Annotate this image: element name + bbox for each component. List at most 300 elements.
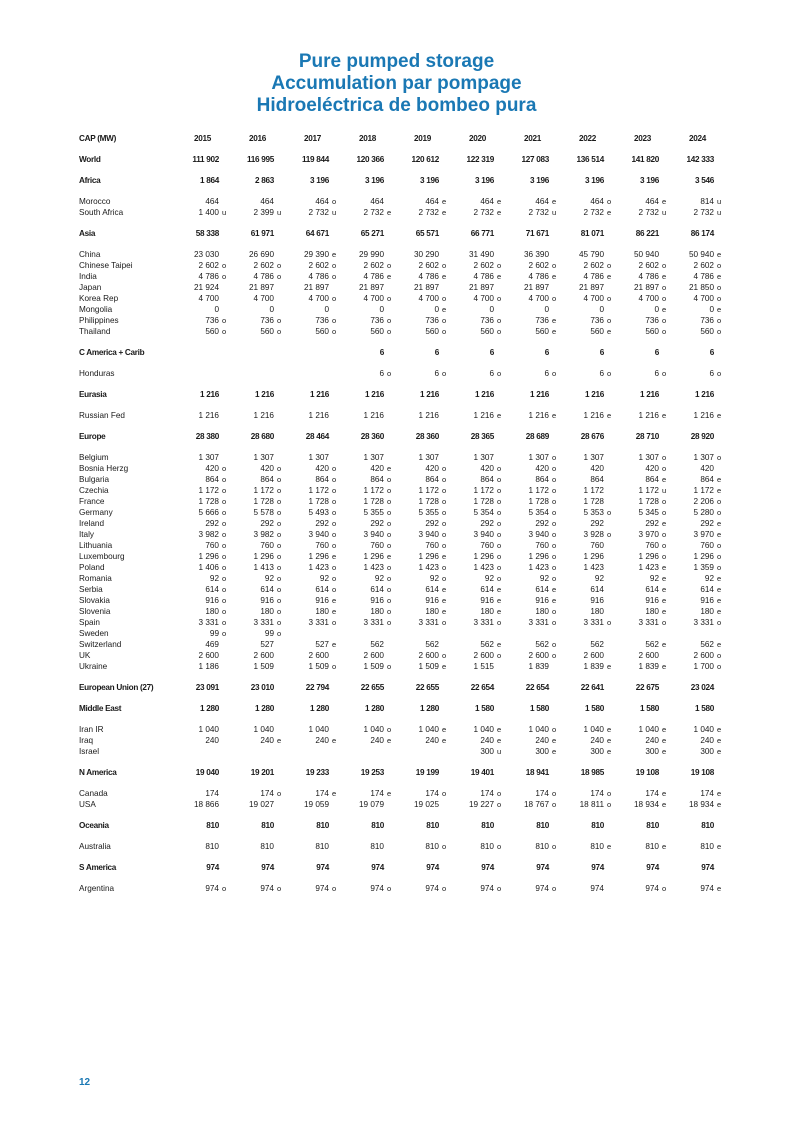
value-cell xyxy=(615,540,670,551)
value-cell xyxy=(450,703,505,714)
cell-value: 1 296 xyxy=(363,552,384,561)
cell-flag: e xyxy=(387,272,392,281)
value-cell xyxy=(340,196,395,207)
cell-flag: o xyxy=(497,508,502,517)
cell-flag: o xyxy=(277,327,282,336)
cell-flag: o xyxy=(387,563,392,572)
country-row xyxy=(79,841,725,852)
value-cell xyxy=(560,628,615,639)
country-row xyxy=(79,573,725,584)
cell-flag: o xyxy=(662,327,667,336)
cell-flag: o xyxy=(442,475,447,484)
cell-value: 464 xyxy=(315,197,329,206)
cell-value: 916 xyxy=(370,596,384,605)
value-cell xyxy=(230,551,285,562)
value-cell xyxy=(505,883,560,894)
row-label: Philippines xyxy=(79,316,119,325)
cell-flag xyxy=(329,282,340,293)
cell-value: 810 xyxy=(480,842,494,851)
cell-flag: o xyxy=(552,497,557,506)
value-cell xyxy=(340,368,395,379)
value-cell xyxy=(230,260,285,271)
value-cell xyxy=(175,228,230,239)
cell-value: 19 233 xyxy=(305,768,329,777)
country-row xyxy=(79,496,725,507)
cell-flag: o xyxy=(497,842,502,851)
cell-flag: o xyxy=(607,261,612,270)
value-cell xyxy=(615,228,670,239)
cell-flag xyxy=(274,196,285,207)
cell-flag xyxy=(439,628,450,639)
cell-value: 174 xyxy=(315,789,329,798)
value-cell xyxy=(560,389,615,400)
cell-value: 527 xyxy=(315,640,329,649)
value-cell xyxy=(395,485,450,496)
value-cell xyxy=(615,628,670,639)
value-cell xyxy=(670,562,725,573)
cell-flag: o xyxy=(332,316,337,325)
cell-value: 92 xyxy=(209,574,219,583)
cell-flag: o xyxy=(497,294,502,303)
cell-value: 3 196 xyxy=(310,176,329,185)
cell-value: 1 040 xyxy=(198,725,219,734)
cell-flag: o xyxy=(552,800,557,809)
cell-value: 810 xyxy=(206,821,219,830)
cell-value: 1 839 xyxy=(638,662,659,671)
cell-value: 974 xyxy=(426,863,439,872)
value-cell xyxy=(615,799,670,810)
value-cell xyxy=(175,529,230,540)
value-cell xyxy=(505,463,560,474)
cell-flag: o xyxy=(497,884,502,893)
value-cell xyxy=(670,463,725,474)
cell-flag: o xyxy=(222,618,227,627)
value-cell xyxy=(285,207,340,218)
value-cell xyxy=(615,661,670,672)
cell-value: 810 xyxy=(260,842,274,851)
value-cell xyxy=(615,595,670,606)
cell-value: 180 xyxy=(480,607,494,616)
cell-flag: e xyxy=(552,272,557,281)
value-cell xyxy=(615,175,670,186)
cell-value: 2 732 xyxy=(418,208,439,217)
value-cell xyxy=(340,573,395,584)
cell-flag: o xyxy=(607,800,612,809)
cell-flag: e xyxy=(607,725,612,734)
cell-value: 120 366 xyxy=(356,155,384,164)
cell-flag: e xyxy=(387,552,392,561)
cell-flag: u xyxy=(497,747,502,756)
cell-flag: o xyxy=(222,464,227,473)
header-year: 2021 xyxy=(523,134,541,143)
cell-value: 5 354 xyxy=(473,508,494,517)
value-cell xyxy=(340,410,395,421)
value-cell xyxy=(175,315,230,326)
cell-flag xyxy=(494,249,505,260)
value-cell xyxy=(175,452,230,463)
cell-value: 28 360 xyxy=(415,432,439,441)
value-cell xyxy=(285,862,340,873)
cell-value: 864 xyxy=(205,475,219,484)
value-cell xyxy=(560,841,615,852)
cell-value: 300 xyxy=(480,747,494,756)
cell-flag: e xyxy=(497,197,502,206)
value-cell xyxy=(340,551,395,562)
value-cell xyxy=(285,606,340,617)
cell-value: 174 xyxy=(700,789,714,798)
cell-flag: o xyxy=(222,541,227,550)
cell-value: 974 xyxy=(700,884,714,893)
value-cell xyxy=(505,767,560,778)
value-cell xyxy=(505,639,560,650)
cell-value: 464 xyxy=(645,197,659,206)
cell-value: 92 xyxy=(319,574,329,583)
value-cell xyxy=(505,529,560,540)
cell-value: 92 xyxy=(594,574,604,583)
cell-flag xyxy=(604,485,615,496)
value-cell xyxy=(285,682,340,693)
value-cell xyxy=(560,154,615,165)
cell-value: 420 xyxy=(315,464,329,473)
value-cell xyxy=(285,485,340,496)
cell-value: 2 600 xyxy=(253,651,274,660)
cell-value: 23 091 xyxy=(195,683,219,692)
cell-value: 2 602 xyxy=(198,261,219,270)
value-cell xyxy=(285,551,340,562)
cell-value: 810 xyxy=(425,842,439,851)
value-cell xyxy=(175,282,230,293)
cell-value: 420 xyxy=(700,464,714,473)
cell-flag xyxy=(274,650,285,661)
value-cell xyxy=(615,788,670,799)
cell-value: 6 xyxy=(489,348,494,357)
cell-value: 180 xyxy=(370,607,384,616)
value-cell xyxy=(285,841,340,852)
cell-value: 1 307 xyxy=(363,453,384,462)
cell-value: 119 844 xyxy=(301,155,329,164)
cell-flag: o xyxy=(607,618,612,627)
cell-flag: o xyxy=(442,651,447,660)
cell-value: 810 xyxy=(205,842,219,851)
cell-flag: o xyxy=(277,464,282,473)
cell-flag: o xyxy=(332,508,337,517)
cell-value: 64 671 xyxy=(305,229,329,238)
row-label: S America xyxy=(79,863,117,872)
cell-flag xyxy=(274,639,285,650)
cell-flag: e xyxy=(497,596,502,605)
cell-flag: e xyxy=(717,607,722,616)
value-cell xyxy=(395,293,450,304)
country-row xyxy=(79,562,725,573)
cell-flag xyxy=(604,639,615,650)
row-label: Oceania xyxy=(79,821,109,830)
value-cell xyxy=(340,496,395,507)
value-cell xyxy=(340,682,395,693)
cell-value: 1 216 xyxy=(253,411,274,420)
value-cell xyxy=(230,735,285,746)
cell-value: 0 xyxy=(434,305,439,314)
cell-flag: o xyxy=(442,327,447,336)
value-cell xyxy=(395,562,450,573)
cell-value: 1 307 xyxy=(638,453,659,462)
cell-flag: o xyxy=(497,327,502,336)
cell-flag: o xyxy=(552,884,557,893)
value-cell xyxy=(670,703,725,714)
cell-value: 614 xyxy=(535,585,549,594)
cell-value: 916 xyxy=(645,596,659,605)
cell-value: 28 920 xyxy=(690,432,714,441)
cell-value: 810 xyxy=(315,842,329,851)
cell-value: 292 xyxy=(590,519,604,528)
cell-value: 1 864 xyxy=(200,176,219,185)
cell-value: 6 xyxy=(599,348,604,357)
value-cell xyxy=(670,485,725,496)
cell-value: 21 897 xyxy=(633,283,659,292)
cell-value: 1 040 xyxy=(638,725,659,734)
cell-value: 974 xyxy=(646,863,659,872)
row-label: Lithuania xyxy=(79,541,113,550)
cell-value: 18 941 xyxy=(525,768,549,777)
value-cell xyxy=(615,562,670,573)
cell-value: 974 xyxy=(370,884,384,893)
cell-flag: o xyxy=(277,607,282,616)
cell-flag: o xyxy=(222,596,227,605)
value-cell xyxy=(175,767,230,778)
cell-flag xyxy=(274,368,285,379)
cell-flag: e xyxy=(717,800,722,809)
cell-flag: e xyxy=(442,305,447,314)
value-cell xyxy=(340,799,395,810)
value-cell xyxy=(560,606,615,617)
cell-value: 174 xyxy=(590,789,604,798)
cell-value: 562 xyxy=(645,640,659,649)
cell-value: 5 353 xyxy=(583,508,604,517)
country-row xyxy=(79,661,725,672)
value-cell xyxy=(560,175,615,186)
value-cell xyxy=(450,650,505,661)
cell-value: 736 xyxy=(260,316,274,325)
cell-flag: o xyxy=(552,519,557,528)
cell-flag: e xyxy=(662,563,667,572)
cell-value: 3 940 xyxy=(363,530,384,539)
cell-value: 81 071 xyxy=(580,229,604,238)
value-cell xyxy=(175,562,230,573)
cell-flag xyxy=(219,196,230,207)
cell-value: 120 612 xyxy=(411,155,439,164)
cell-flag: e xyxy=(607,747,612,756)
cell-value: 1 413 xyxy=(253,563,274,572)
value-cell xyxy=(560,862,615,873)
value-cell xyxy=(670,540,725,551)
value-cell xyxy=(505,606,560,617)
cell-flag: e xyxy=(717,585,722,594)
cell-value: 1 172 xyxy=(418,486,439,495)
cell-flag xyxy=(604,883,615,894)
cell-flag: o xyxy=(552,789,557,798)
value-cell xyxy=(670,293,725,304)
cell-flag xyxy=(659,628,670,639)
row-label: USA xyxy=(79,800,96,809)
cell-flag: o xyxy=(662,552,667,561)
row-label: Thailand xyxy=(79,327,111,336)
cell-flag: o xyxy=(387,530,392,539)
cell-value: 4 700 xyxy=(583,294,604,303)
cell-value: 1 423 xyxy=(528,563,549,572)
cell-flag: e xyxy=(387,208,392,217)
value-cell xyxy=(340,746,395,757)
cell-flag: o xyxy=(387,618,392,627)
value-cell xyxy=(340,431,395,442)
value-cell xyxy=(175,431,230,442)
cell-value: 1 307 xyxy=(528,453,549,462)
cell-flag xyxy=(604,584,615,595)
cell-value: 180 xyxy=(590,607,604,616)
value-cell xyxy=(175,540,230,551)
value-cell xyxy=(560,518,615,529)
cell-flag: e xyxy=(497,607,502,616)
cell-value: 3 196 xyxy=(420,176,439,185)
cell-flag: o xyxy=(387,574,392,583)
cell-flag xyxy=(439,410,450,421)
value-cell xyxy=(450,584,505,595)
value-cell xyxy=(670,452,725,463)
value-cell xyxy=(175,474,230,485)
value-cell xyxy=(175,788,230,799)
cell-value: 916 xyxy=(425,596,439,605)
cell-flag: e xyxy=(662,574,667,583)
country-row xyxy=(79,529,725,540)
cell-value: 1 839 xyxy=(583,662,604,671)
cell-flag: e xyxy=(332,736,337,745)
cell-flag: e xyxy=(717,519,722,528)
cell-flag: o xyxy=(442,508,447,517)
value-cell xyxy=(230,496,285,507)
row-label: Slovakia xyxy=(79,596,110,605)
row-label: Romania xyxy=(79,574,112,583)
cell-value: 136 514 xyxy=(576,155,604,164)
value-cell xyxy=(450,368,505,379)
cell-flag: o xyxy=(717,327,722,336)
cell-value: 1 839 xyxy=(528,662,549,671)
value-cell xyxy=(670,260,725,271)
cell-value: 810 xyxy=(536,821,549,830)
country-row xyxy=(79,249,725,260)
cell-value: 1 423 xyxy=(418,563,439,572)
country-row xyxy=(79,304,725,315)
cell-flag: e xyxy=(607,662,612,671)
country-row xyxy=(79,584,725,595)
value-cell xyxy=(230,452,285,463)
value-cell xyxy=(395,883,450,894)
cell-value: 174 xyxy=(535,789,549,798)
cell-flag: o xyxy=(552,508,557,517)
cell-value: 3 928 xyxy=(583,530,604,539)
value-cell xyxy=(615,767,670,778)
cell-flag xyxy=(219,650,230,661)
row-label: Bosnia Herzg xyxy=(79,464,129,473)
cell-value: 6 xyxy=(379,348,384,357)
cell-flag xyxy=(329,368,340,379)
value-cell xyxy=(450,389,505,400)
value-cell xyxy=(670,496,725,507)
cell-flag: o xyxy=(717,316,722,325)
cell-value: 1 040 xyxy=(693,725,714,734)
cell-flag: o xyxy=(277,574,282,583)
country-row xyxy=(79,452,725,463)
row-label: Australia xyxy=(79,842,111,851)
cell-flag: e xyxy=(442,272,447,281)
cell-value: 562 xyxy=(590,640,604,649)
cell-flag: u xyxy=(222,208,227,217)
value-cell xyxy=(230,154,285,165)
cell-flag: o xyxy=(717,541,722,550)
cell-flag: o xyxy=(442,369,447,378)
cell-flag xyxy=(384,650,395,661)
value-cell xyxy=(230,207,285,218)
value-cell xyxy=(285,746,340,757)
cell-flag xyxy=(219,452,230,463)
header-year: 2016 xyxy=(248,134,266,143)
cell-flag: o xyxy=(717,552,722,561)
cell-flag: e xyxy=(717,789,722,798)
cell-flag: e xyxy=(717,272,722,281)
cell-flag xyxy=(604,628,615,639)
value-cell xyxy=(395,573,450,584)
cell-value: 111 902 xyxy=(192,155,219,164)
cell-value: 292 xyxy=(425,519,439,528)
cell-value: 21 924 xyxy=(193,283,219,292)
cell-flag: e xyxy=(662,596,667,605)
cell-flag: o xyxy=(662,464,667,473)
header-year: 2015 xyxy=(193,134,211,143)
capacity-table xyxy=(79,133,725,894)
cell-value: 1 216 xyxy=(583,411,604,420)
value-cell xyxy=(230,650,285,661)
region-total-row xyxy=(79,767,725,778)
value-cell xyxy=(670,207,725,218)
cell-flag: e xyxy=(607,736,612,745)
value-cell xyxy=(285,326,340,337)
cell-flag xyxy=(219,293,230,304)
value-cell xyxy=(505,207,560,218)
cell-value: 3 940 xyxy=(418,530,439,539)
cell-flag xyxy=(494,628,505,639)
value-cell xyxy=(230,788,285,799)
value-cell xyxy=(340,463,395,474)
cell-flag: o xyxy=(717,369,722,378)
country-row xyxy=(79,196,725,207)
value-cell xyxy=(615,883,670,894)
value-cell xyxy=(670,595,725,606)
value-cell xyxy=(450,862,505,873)
cell-flag: o xyxy=(222,486,227,495)
cell-flag: o xyxy=(332,530,337,539)
value-cell xyxy=(615,746,670,757)
row-label: Israel xyxy=(79,747,100,756)
value-cell xyxy=(615,452,670,463)
value-cell xyxy=(615,573,670,584)
value-cell xyxy=(560,788,615,799)
value-cell xyxy=(285,389,340,400)
value-cell xyxy=(615,282,670,293)
value-cell xyxy=(395,584,450,595)
value-cell xyxy=(615,518,670,529)
cell-value: 1 280 xyxy=(365,704,384,713)
cell-flag xyxy=(219,746,230,757)
cell-value: 1 216 xyxy=(198,411,219,420)
cell-flag xyxy=(439,639,450,650)
cell-value: 19 079 xyxy=(358,800,384,809)
